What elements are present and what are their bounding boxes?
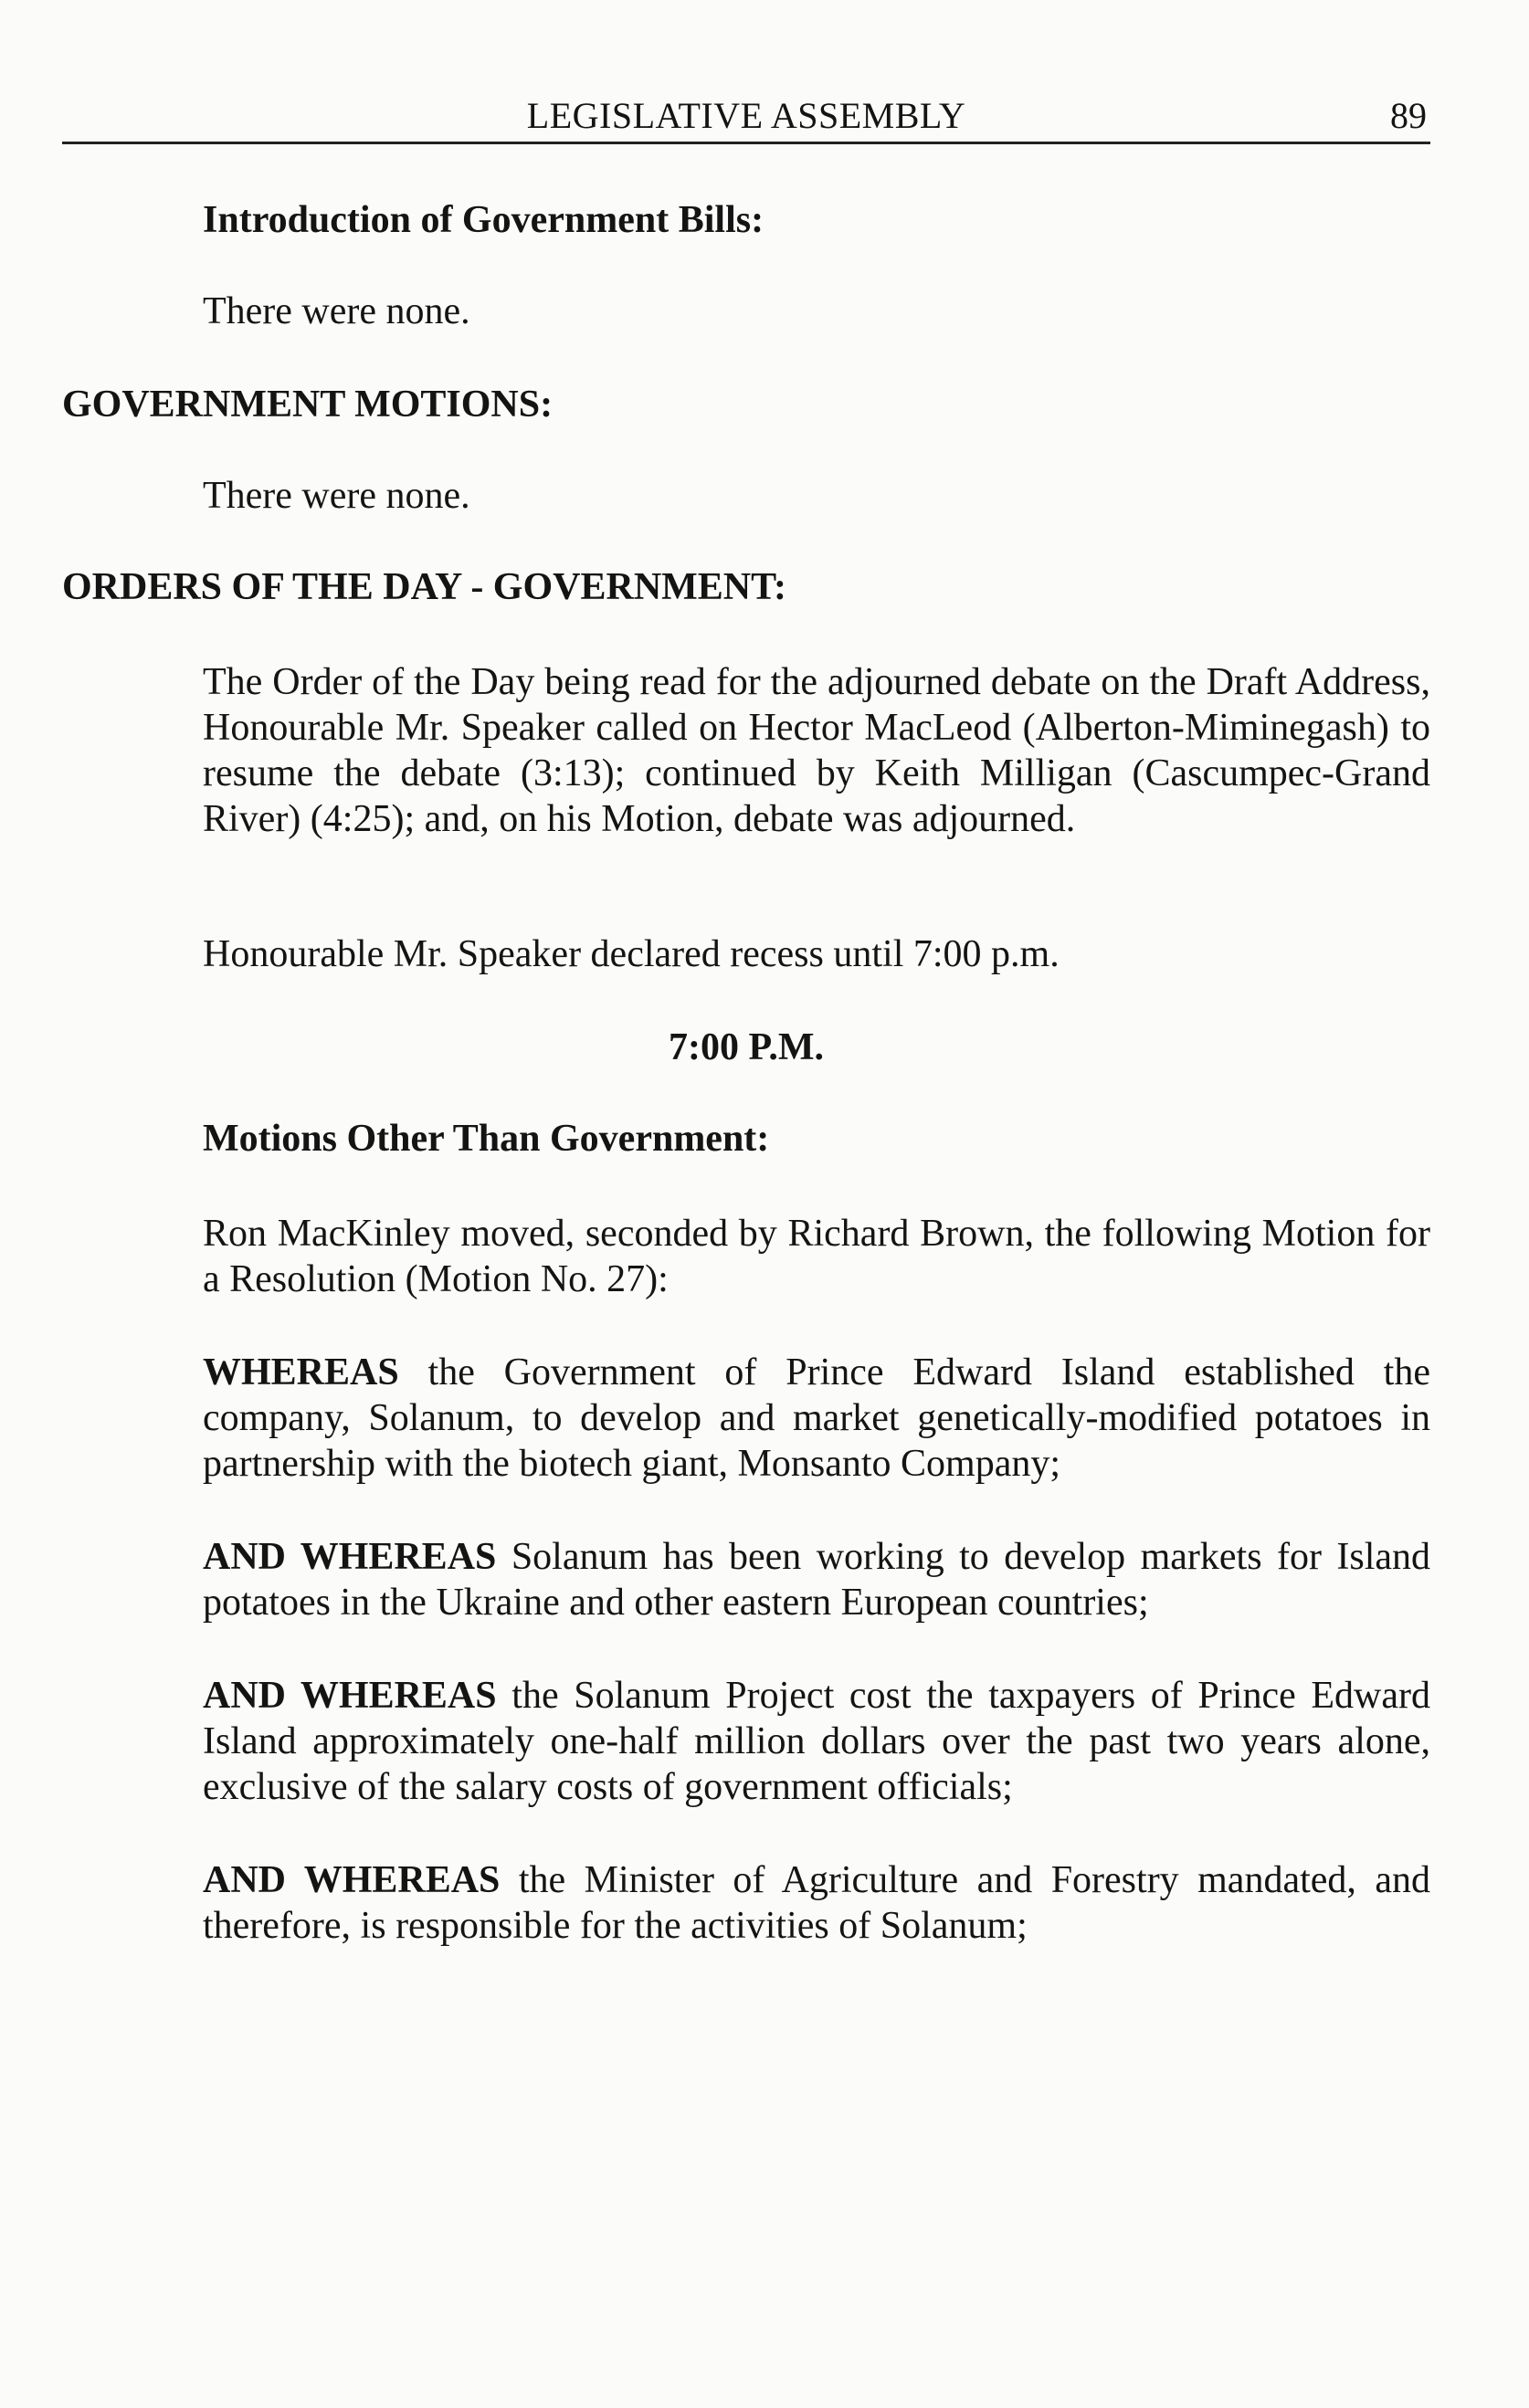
whereas-keyword: WHEREAS [203,1351,399,1393]
intro-bills-text: There were none. [203,290,470,332]
whereas-keyword: AND WHEREAS [203,1859,501,1901]
header-title: LEGISLATIVE ASSEMBLY [526,95,966,136]
orders-heading: ORDERS OF THE DAY - GOVERNMENT: [62,566,787,608]
whereas-text: the Government of Prince Edward Island established the company, Solanum, to develop and market genetically-modified potatoes in partnership with the biotech giant, Monsanto Company; [203,1351,1430,1485]
page-number: 89 [1390,95,1427,136]
whereas-clause [203,1857,1430,1949]
whereas-text: the Solanum Project cost the taxpayers of Prince Edward Island approximately one-half million dollars over the past two years alone, exclusive of the salary costs of government officials; [203,1675,1431,1808]
motion-intro: Ron MacKinley moved, seconded by Richard Brown, the following Motion for a Resolution (Motion No. 27): [203,1213,1430,1300]
whereas-clause [203,1534,1430,1625]
orders-paragraph: The Order of the Day being read for the adjourned debate on the Draft Address, Honourable Mr. Speaker called on Hector MacLeod (Alberton-Miminegash) to resume the debate (3:13); continued by Keith Milligan (Cascumpec-Grand River) (4:25); and, on his Motion, debate was adjourned. [203,661,1430,840]
intro-bills-heading: Introduction of Government Bills: [203,199,764,241]
whereas-text: the Minister of Agriculture and Forestry mandated, and therefore, is responsible for the activities of Solanum; [203,1859,1431,1947]
whereas-text: Solanum has been working to develop markets for Island potatoes in the Ukraine and other eastern European countries; [203,1536,1431,1624]
whereas-keyword: AND WHEREAS [203,1536,497,1578]
running-header [62,93,1430,144]
time-heading: 7:00 P.M. [669,1026,824,1068]
whereas-keyword: AND WHEREAS [203,1675,497,1717]
gov-motions-heading: GOVERNMENT MOTIONS: [62,384,554,426]
whereas-clause [203,1673,1430,1810]
recess-text: Honourable Mr. Speaker declared recess until 7:00 p.m. [203,933,1060,975]
whereas-clause [203,1350,1430,1487]
gov-motions-text: There were none. [203,475,470,517]
motions-other-heading: Motions Other Than Government: [203,1118,770,1160]
